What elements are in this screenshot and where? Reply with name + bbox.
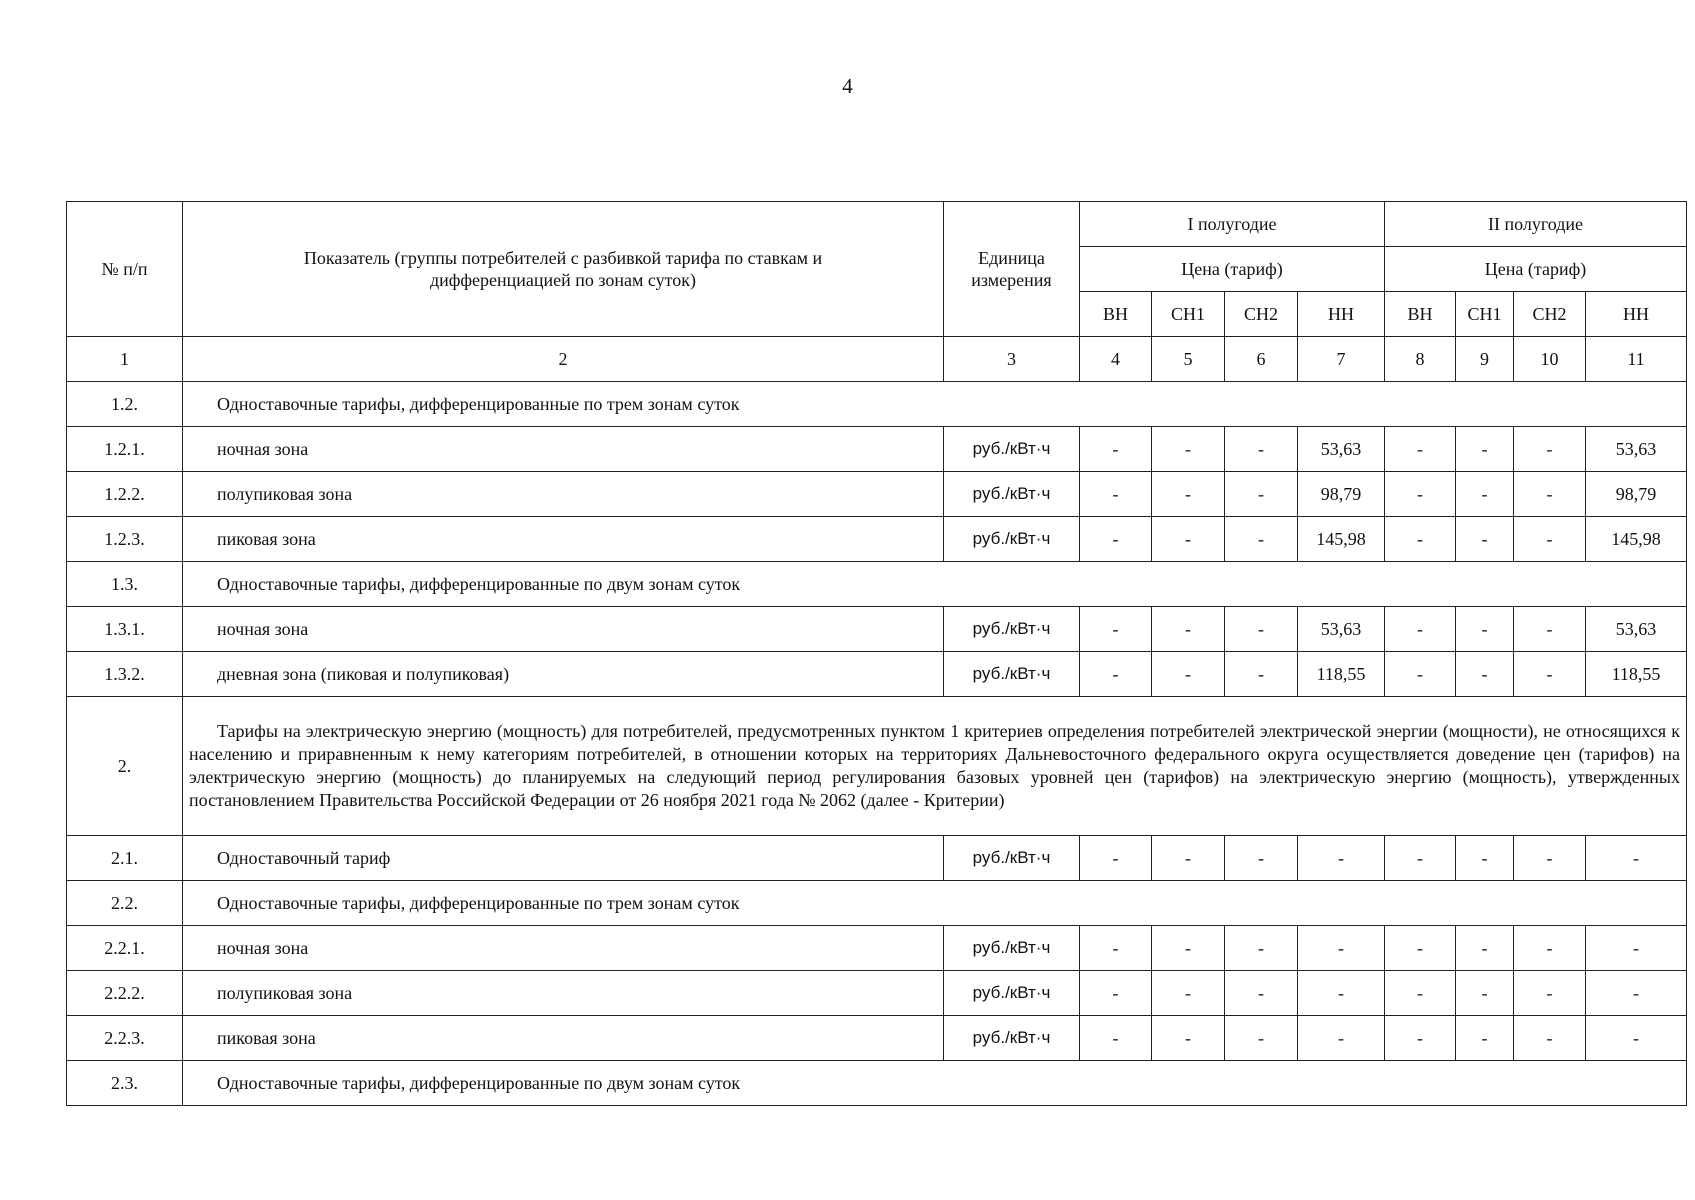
section-row	[67, 382, 1687, 427]
cell-value: -	[1152, 836, 1225, 881]
table-row	[67, 1016, 1687, 1061]
cell-value: -	[1385, 607, 1456, 652]
cell-value: 53,63	[1586, 607, 1687, 652]
table-row	[67, 607, 1687, 652]
column-index: 1	[67, 337, 183, 382]
cell-value: 53,63	[1298, 607, 1385, 652]
cell-value: -	[1385, 836, 1456, 881]
row-unit: руб./кВт·ч	[944, 472, 1080, 517]
header-price-2: Цена (тариф)	[1385, 247, 1687, 292]
row-label: дневная зона (пиковая и полупиковая)	[183, 652, 944, 697]
cell-value: -	[1225, 517, 1298, 562]
column-index-row	[67, 337, 1687, 382]
cell-value: -	[1385, 1016, 1456, 1061]
row-num: 1.2.3.	[67, 517, 183, 562]
section-label: Одноставочные тарифы, дифференцированные по трем зонам суток	[183, 382, 1687, 427]
section-description: Тарифы на электрическую энергию (мощность) для потребителей, предусмотренных пунктом 1 критериев определения потребителей электрической энергии (мощности), не относящихся к населению и приравненным к нему категориям потребителей, в отношении которых на территориях Дальневосточного федерального округа осуществляется доведение цен (тарифов) на электрическую энергию (мощность) до планируемых на следующий период регулирования базовых уровней цен (тарифов) на электрическую энергию (мощность), утвержденных постановлением Правительства Российской Федерации от 26 ноября 2021 года № 2062 (далее - Критерии)	[183, 697, 1687, 836]
cell-value: 53,63	[1298, 427, 1385, 472]
header-level: СН1	[1456, 292, 1514, 337]
row-num: 2.2.1.	[67, 926, 183, 971]
header-level: ВН	[1080, 292, 1152, 337]
cell-value: -	[1514, 607, 1586, 652]
cell-value: -	[1225, 652, 1298, 697]
cell-value: 118,55	[1298, 652, 1385, 697]
cell-value: -	[1225, 971, 1298, 1016]
cell-value: -	[1514, 926, 1586, 971]
row-label: полупиковая зона	[183, 971, 944, 1016]
cell-value: 145,98	[1586, 517, 1687, 562]
cell-value: 98,79	[1586, 472, 1687, 517]
column-index: 6	[1225, 337, 1298, 382]
cell-value: -	[1514, 427, 1586, 472]
cell-value: -	[1385, 472, 1456, 517]
cell-value: -	[1385, 971, 1456, 1016]
section-row	[67, 1061, 1687, 1106]
tariff-table	[66, 201, 1687, 1106]
cell-value: -	[1456, 1016, 1514, 1061]
cell-value: -	[1152, 1016, 1225, 1061]
column-index: 7	[1298, 337, 1385, 382]
cell-value: -	[1514, 971, 1586, 1016]
table-row	[67, 472, 1687, 517]
header-level: СН2	[1225, 292, 1298, 337]
cell-value: 118,55	[1586, 652, 1687, 697]
header-level: НН	[1586, 292, 1687, 337]
column-index: 4	[1080, 337, 1152, 382]
cell-value: -	[1225, 926, 1298, 971]
cell-value: -	[1080, 427, 1152, 472]
cell-value: 145,98	[1298, 517, 1385, 562]
row-label: пиковая зона	[183, 1016, 944, 1061]
section-row	[67, 562, 1687, 607]
section-row	[67, 881, 1687, 926]
cell-value: -	[1514, 836, 1586, 881]
cell-value: -	[1225, 472, 1298, 517]
cell-value: -	[1080, 971, 1152, 1016]
table-row	[67, 926, 1687, 971]
cell-value: -	[1080, 472, 1152, 517]
row-label: пиковая зона	[183, 517, 944, 562]
cell-value: -	[1152, 926, 1225, 971]
cell-value: 53,63	[1586, 427, 1687, 472]
row-num: 2.2.	[67, 881, 183, 926]
cell-value: -	[1385, 427, 1456, 472]
table-body	[67, 382, 1687, 1106]
table-row	[67, 427, 1687, 472]
cell-value: -	[1456, 836, 1514, 881]
row-num: 1.2.	[67, 382, 183, 427]
row-label: Одноставочный тариф	[183, 836, 944, 881]
cell-value: -	[1152, 652, 1225, 697]
row-num: 1.2.1.	[67, 427, 183, 472]
cell-value: -	[1456, 652, 1514, 697]
cell-value: -	[1152, 971, 1225, 1016]
row-num: 2.3.	[67, 1061, 183, 1106]
column-index: 8	[1385, 337, 1456, 382]
cell-value: -	[1514, 1016, 1586, 1061]
row-unit: руб./кВт·ч	[944, 836, 1080, 881]
row-label: ночная зона	[183, 607, 944, 652]
row-num: 1.3.2.	[67, 652, 183, 697]
header-level: СН2	[1514, 292, 1586, 337]
row-unit: руб./кВт·ч	[944, 971, 1080, 1016]
page-number: 4	[842, 74, 853, 98]
header-level: ВН	[1385, 292, 1456, 337]
cell-value: -	[1456, 607, 1514, 652]
section-label: Одноставочные тарифы, дифференцированные по двум зонам суток	[183, 562, 1687, 607]
header-level: СН1	[1152, 292, 1225, 337]
cell-value: -	[1152, 517, 1225, 562]
cell-value: -	[1298, 836, 1385, 881]
header-half-1: I полугодие	[1080, 202, 1385, 247]
cell-value: -	[1456, 517, 1514, 562]
column-index: 3	[944, 337, 1080, 382]
row-num: 2.2.3.	[67, 1016, 183, 1061]
cell-value: -	[1586, 971, 1687, 1016]
column-index: 2	[183, 337, 944, 382]
cell-value: -	[1514, 652, 1586, 697]
cell-value: -	[1225, 607, 1298, 652]
row-unit: руб./кВт·ч	[944, 926, 1080, 971]
row-num: 1.3.1.	[67, 607, 183, 652]
cell-value: -	[1456, 971, 1514, 1016]
column-index: 5	[1152, 337, 1225, 382]
cell-value: -	[1080, 517, 1152, 562]
cell-value: -	[1456, 926, 1514, 971]
cell-value: -	[1456, 472, 1514, 517]
cell-value: -	[1586, 1016, 1687, 1061]
row-num: 2.1.	[67, 836, 183, 881]
cell-value: -	[1385, 517, 1456, 562]
row-num: 2.	[67, 697, 183, 836]
cell-value: -	[1514, 472, 1586, 517]
cell-value: -	[1514, 517, 1586, 562]
row-unit: руб./кВт·ч	[944, 607, 1080, 652]
header-unit: Единица измерения	[944, 202, 1080, 337]
column-index: 10	[1514, 337, 1586, 382]
cell-value: -	[1080, 836, 1152, 881]
cell-value: -	[1225, 427, 1298, 472]
cell-value: -	[1298, 1016, 1385, 1061]
cell-value: -	[1152, 607, 1225, 652]
cell-value: -	[1385, 652, 1456, 697]
row-num: 1.3.	[67, 562, 183, 607]
row-num: 1.2.2.	[67, 472, 183, 517]
column-index: 11	[1586, 337, 1687, 382]
header-price-1: Цена (тариф)	[1080, 247, 1385, 292]
cell-value: 98,79	[1298, 472, 1385, 517]
cell-value: -	[1385, 926, 1456, 971]
row-label: полупиковая зона	[183, 472, 944, 517]
table-header	[67, 202, 1687, 382]
column-index: 9	[1456, 337, 1514, 382]
row-label: ночная зона	[183, 427, 944, 472]
row-unit: руб./кВт·ч	[944, 1016, 1080, 1061]
cell-value: -	[1225, 1016, 1298, 1061]
cell-value: -	[1080, 652, 1152, 697]
cell-value: -	[1152, 427, 1225, 472]
section-label: Одноставочные тарифы, дифференцированные по двум зонам суток	[183, 1061, 1687, 1106]
table-row	[67, 652, 1687, 697]
cell-value: -	[1298, 971, 1385, 1016]
section-row	[67, 697, 1687, 836]
row-unit: руб./кВт·ч	[944, 652, 1080, 697]
row-label: ночная зона	[183, 926, 944, 971]
header-num: № п/п	[67, 202, 183, 337]
table-row	[67, 971, 1687, 1016]
cell-value: -	[1225, 836, 1298, 881]
cell-value: -	[1080, 926, 1152, 971]
table-row	[67, 836, 1687, 881]
header-indicator: Показатель (группы потребителей с разбивкой тарифа по ставкам и дифференциацией по зонам суток)	[183, 202, 944, 337]
row-num: 2.2.2.	[67, 971, 183, 1016]
row-unit: руб./кВт·ч	[944, 427, 1080, 472]
cell-value: -	[1080, 607, 1152, 652]
row-unit: руб./кВт·ч	[944, 517, 1080, 562]
table-row	[67, 517, 1687, 562]
cell-value: -	[1152, 472, 1225, 517]
cell-value: -	[1080, 1016, 1152, 1061]
cell-value: -	[1456, 427, 1514, 472]
cell-value: -	[1298, 926, 1385, 971]
section-label: Одноставочные тарифы, дифференцированные по трем зонам суток	[183, 881, 1687, 926]
header-half-2: II полугодие	[1385, 202, 1687, 247]
cell-value: -	[1586, 836, 1687, 881]
cell-value: -	[1586, 926, 1687, 971]
header-level: НН	[1298, 292, 1385, 337]
